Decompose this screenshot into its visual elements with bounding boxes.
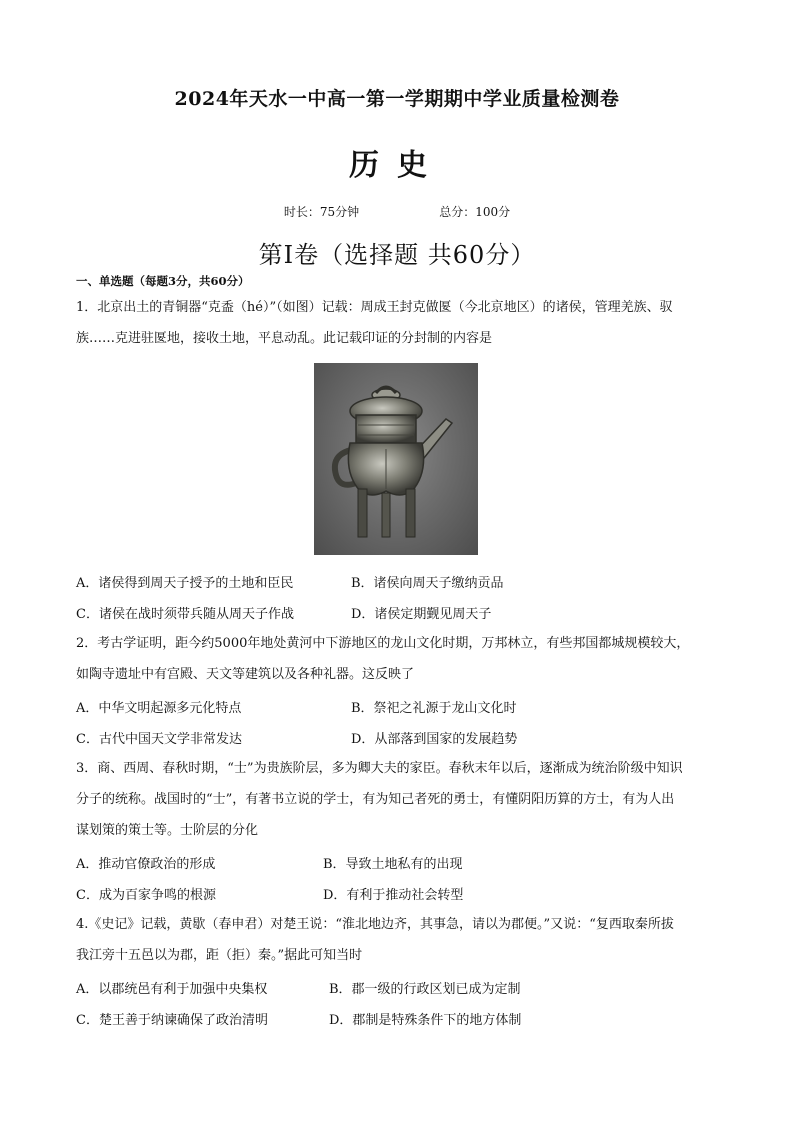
question-line: 4.《史记》记载，黄歇（春申君）对楚王说：“淮北地边齐，其事急，请以为郡便。”又说：“复西取秦所拔 xyxy=(76,917,674,932)
question-2-stem xyxy=(76,628,721,690)
option-a[interactable]: A．推动官僚政治的形成 xyxy=(76,857,216,872)
option-b[interactable]: B．诸侯向周天子缴纳贡品 xyxy=(351,576,504,591)
question-line: 2．考古学证明，距今约5000年地处黄河中下游地区的龙山文化时期，万邦林立，有些邦国都城规模较大， xyxy=(76,636,690,651)
option-d[interactable]: D．诸侯定期觐见周天子 xyxy=(351,607,492,622)
question-3-stem xyxy=(76,753,721,846)
option-c[interactable]: C．楚王善于纳谏确保了政治清明 xyxy=(76,1013,268,1028)
option-d[interactable]: D．从部落到国家的发展趋势 xyxy=(351,732,518,747)
bronze-vessel-icon xyxy=(314,363,478,555)
question-line: 如陶寺遗址中有宫殿、天文等建筑以及各种礼器。这反映了 xyxy=(76,667,415,682)
option-d[interactable]: D．有利于推动社会转型 xyxy=(323,888,464,903)
question-4-stem xyxy=(76,909,721,971)
option-b[interactable]: B．祭祀之礼源于龙山文化时 xyxy=(351,701,517,716)
bronze-vessel-figure xyxy=(314,363,478,555)
option-c[interactable]: C．诸侯在战时须带兵随从周天子作战 xyxy=(76,607,294,622)
question-line: 谋划策的策士等。士阶层的分化 xyxy=(76,823,259,838)
total-score-label: 总分：100分 xyxy=(439,205,511,219)
option-b[interactable]: B．导致土地私有的出现 xyxy=(323,857,463,872)
exam-title: 2024年天水一中高一第一学期期中学业质量检测卷 xyxy=(174,88,620,110)
section-heading: 一、单选题（每题3分，共60分） xyxy=(76,274,250,288)
part-title: 第Ⅰ卷（选择题 共60分） xyxy=(258,241,536,269)
duration-label: 时长：75分钟 xyxy=(283,205,360,219)
option-c[interactable]: C．古代中国天文学非常发达 xyxy=(76,732,242,747)
option-a[interactable]: A．以郡统邑有利于加强中央集权 xyxy=(76,982,268,997)
option-c[interactable]: C．成为百家争鸣的根源 xyxy=(76,888,216,903)
question-line: 3．商、西周、春秋时期，“士”为贵族阶层，多为卿大夫的家臣。春秋末年以后，逐渐成为统治阶级中知识 xyxy=(76,761,683,776)
option-a[interactable]: A．诸侯得到周天子授予的土地和臣民 xyxy=(76,576,294,591)
question-1-stem xyxy=(76,292,721,354)
option-d[interactable]: D．郡制是特殊条件下的地方体制 xyxy=(329,1013,522,1028)
question-line: 族……克进驻匽地，接收土地，平息动乱。此记载印证的分封制的内容是 xyxy=(76,331,493,346)
option-a[interactable]: A．中华文明起源多元化特点 xyxy=(76,701,242,716)
option-b[interactable]: B．郡一级的行政区划已成为定制 xyxy=(329,982,521,997)
question-line: 我江旁十五邑以为郡，距（拒）秦。”据此可知当时 xyxy=(76,948,363,963)
subject-title: 历史 xyxy=(349,148,445,183)
exam-meta xyxy=(0,203,794,220)
question-line: 分子的统称。战国时的“士”，有著书立说的学士，有为知己者死的勇士，有懂阴阳历算的方士，有为人出 xyxy=(76,792,675,807)
question-line: 1．北京出土的青铜器“克盉（hé）”（如图）记载：周成王封克做匽（今北京地区）的诸侯，管理羌族、驭 xyxy=(76,300,673,315)
